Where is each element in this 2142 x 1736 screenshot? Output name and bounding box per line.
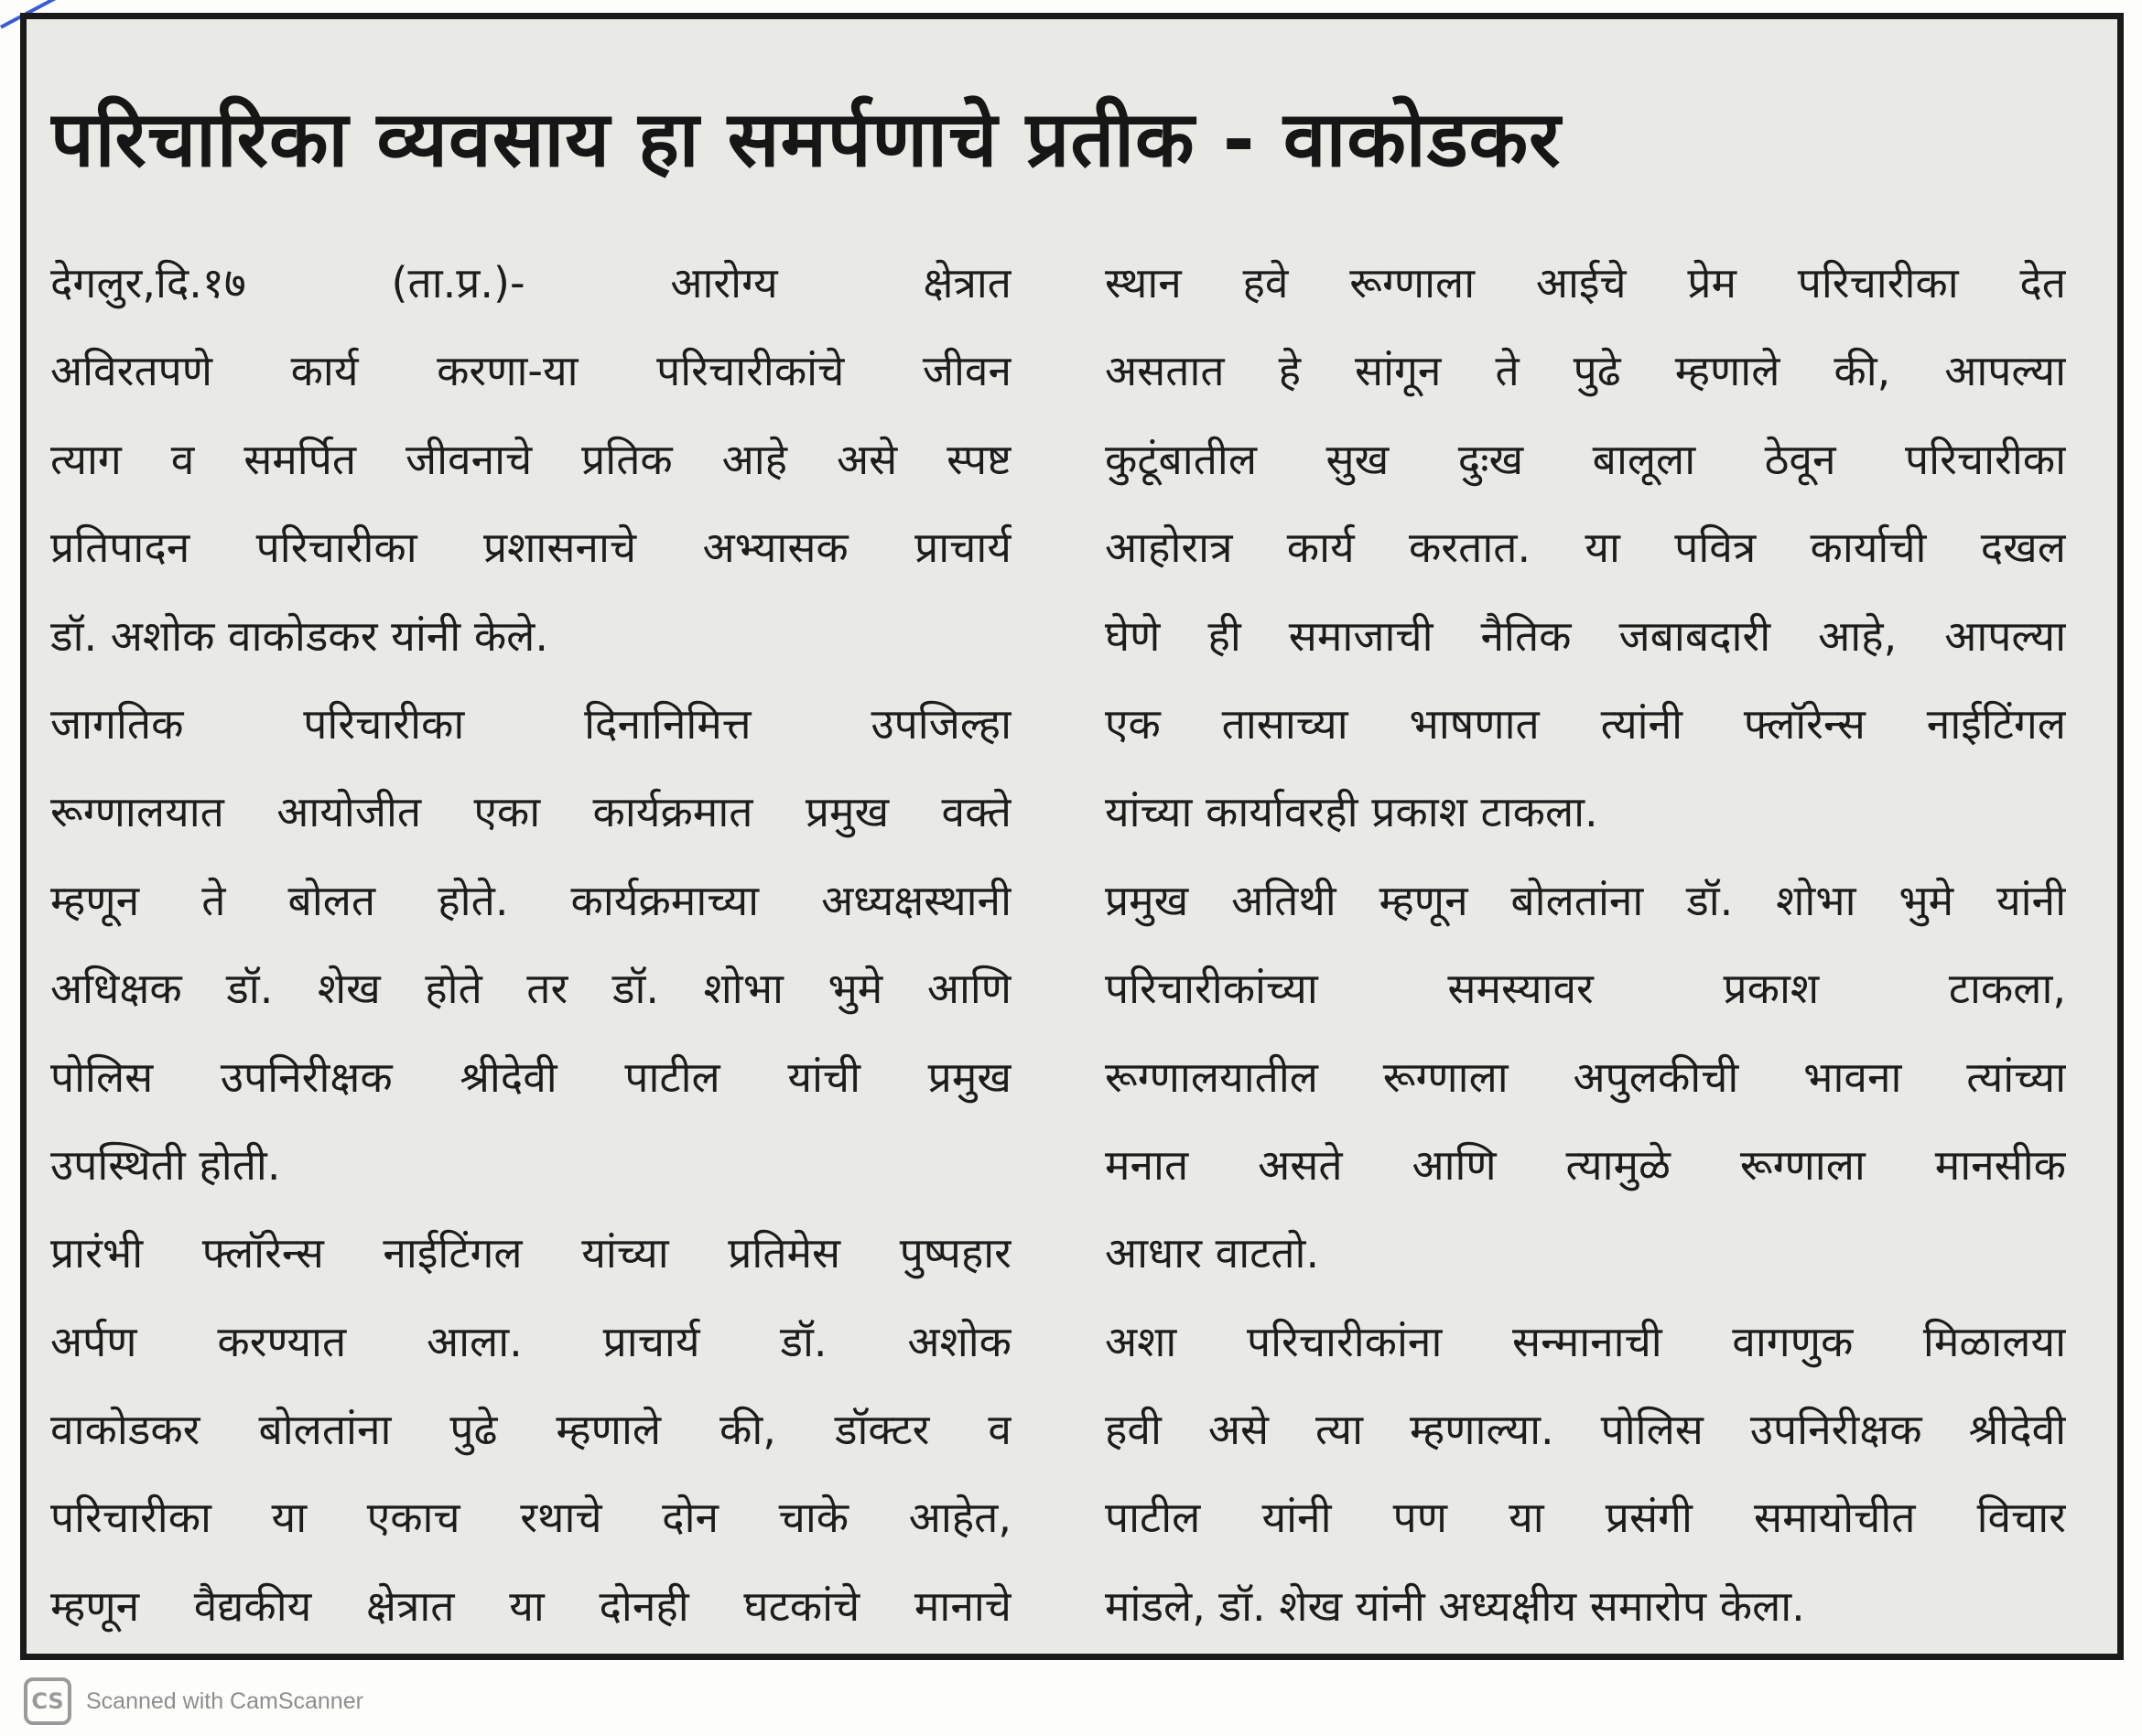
right-line-8: प्रमुख अतिथी म्हणून बोलतांना डॉ. शोभा भुमे यांनी (1105, 875, 2066, 925)
article-left-column (50, 239, 1012, 1648)
left-line-6: जागतिक परिचारीका दिनानिमित्त उपजिल्हा (50, 698, 1012, 749)
right-line-3: कुटूंबातील सुख दुःख बालूला ठेवून परिचारीका (1105, 434, 2066, 484)
left-line-1: देगलुर,दि.१७ (ता.प्र.)- आरोग्य क्षेत्रात (50, 258, 1012, 307)
watermark-text: Scanned with CamScanner (86, 1687, 363, 1714)
left-line-12: प्रारंभी फ्लॉरेन्स नाईटिंगल यांच्या प्रतिमेस पुष्पहार (50, 1228, 1012, 1278)
right-line-15: पाटील यांनी पण या प्रसंगी समायोचीत विचार (1105, 1493, 2066, 1543)
left-line-3: त्याग व समर्पित जीवनाचे प्रतिक आहे असे स्पष्ट (50, 434, 1012, 484)
camscanner-logo-icon: CS (24, 1677, 71, 1725)
newspaper-clipping (20, 13, 2124, 1660)
headline: परिचारिका व्यवसाय हा समर्पणाचे प्रतीक - वाकोडकर (50, 94, 1562, 184)
right-line-7: यांच्या कार्यावरही प्रकाश टाकला. (1105, 787, 1598, 837)
right-line-9: परिचारीकांच्या समस्यावर प्रकाश टाकला, (1105, 964, 2066, 1014)
left-line-7: रूग्णालयात आयोजीत एका कार्यक्रमात प्रमुख वक्ते (50, 787, 1012, 837)
left-line-14: वाकोडकर बोलतांना पुढे म्हणाले की, डॉक्टर व (50, 1405, 1012, 1455)
right-line-10: रूग्णालयातील रूग्णाला अपुलकीची भावना त्यांच्या (1105, 1051, 2066, 1102)
left-line-10: पोलिस उपनिरीक्षक श्रीदेवी पाटील यांची प्रमुख (50, 1051, 1012, 1102)
right-line-16: मांडले, डॉ. शेख यांनी अध्यक्षीय समारोप केला. (1105, 1580, 1805, 1631)
left-line-5: डॉ. अशोक वाकोडकर यांनी केले. (50, 610, 548, 661)
right-line-4: आहोरात्र कार्य करतात. या पवित्र कार्याची दखल (1105, 523, 2066, 573)
scanner-watermark (24, 1677, 363, 1726)
left-line-9: अधिक्षक डॉ. शेख होते तर डॉ. शोभा भुमे आणि (50, 964, 1012, 1014)
right-line-5: घेणे ही समाजाची नैतिक जबाबदारी आहे, आपल्या (1105, 610, 2066, 661)
left-line-16: म्हणून वैद्यकीय क्षेत्रात या दोनही घटकांचे मानाचे (50, 1580, 1012, 1631)
right-line-2: असतात हे सांगून ते पुढे म्हणाले की, आपल्या (1105, 346, 2066, 396)
left-line-13: अर्पण करण्यात आला. प्राचार्य डॉ. अशोक (50, 1316, 1012, 1366)
right-line-6: एक तासाच्या भाषणात त्यांनी फ्लॉरेन्स नाईटिंगल (1105, 698, 2066, 749)
left-line-15: परिचारीका या एकाच रथाचे दोन चाके आहेत, (50, 1493, 1012, 1543)
right-line-13: अशा परिचारीकांना सन्मानाची वागणुक मिळालया (1105, 1316, 2066, 1366)
left-line-11: उपस्थिती होती. (50, 1139, 281, 1190)
right-line-12: आधार वाटतो. (1105, 1228, 1320, 1278)
right-line-1: स्थान हवे रूग्णाला आईचे प्रेम परिचारीका देत (1105, 258, 2066, 307)
right-line-14: हवी असे त्या म्हणाल्या. पोलिस उपनिरीक्षक श्रीदेवी (1105, 1405, 2066, 1455)
article-right-column (1105, 239, 2066, 1648)
left-line-8: म्हणून ते बोलत होते. कार्यक्रमाच्या अध्यक्षस्थानी (50, 875, 1012, 925)
left-line-2: अविरतपणे कार्य करणा-या परिचारीकांचे जीवन (50, 346, 1012, 396)
left-line-4: प्रतिपादन परिचारीका प्रशासनाचे अभ्यासक प्राचार्य (50, 523, 1012, 573)
right-line-11: मनात असते आणि त्यामुळे रूग्णाला मानसीक (1105, 1139, 2066, 1190)
